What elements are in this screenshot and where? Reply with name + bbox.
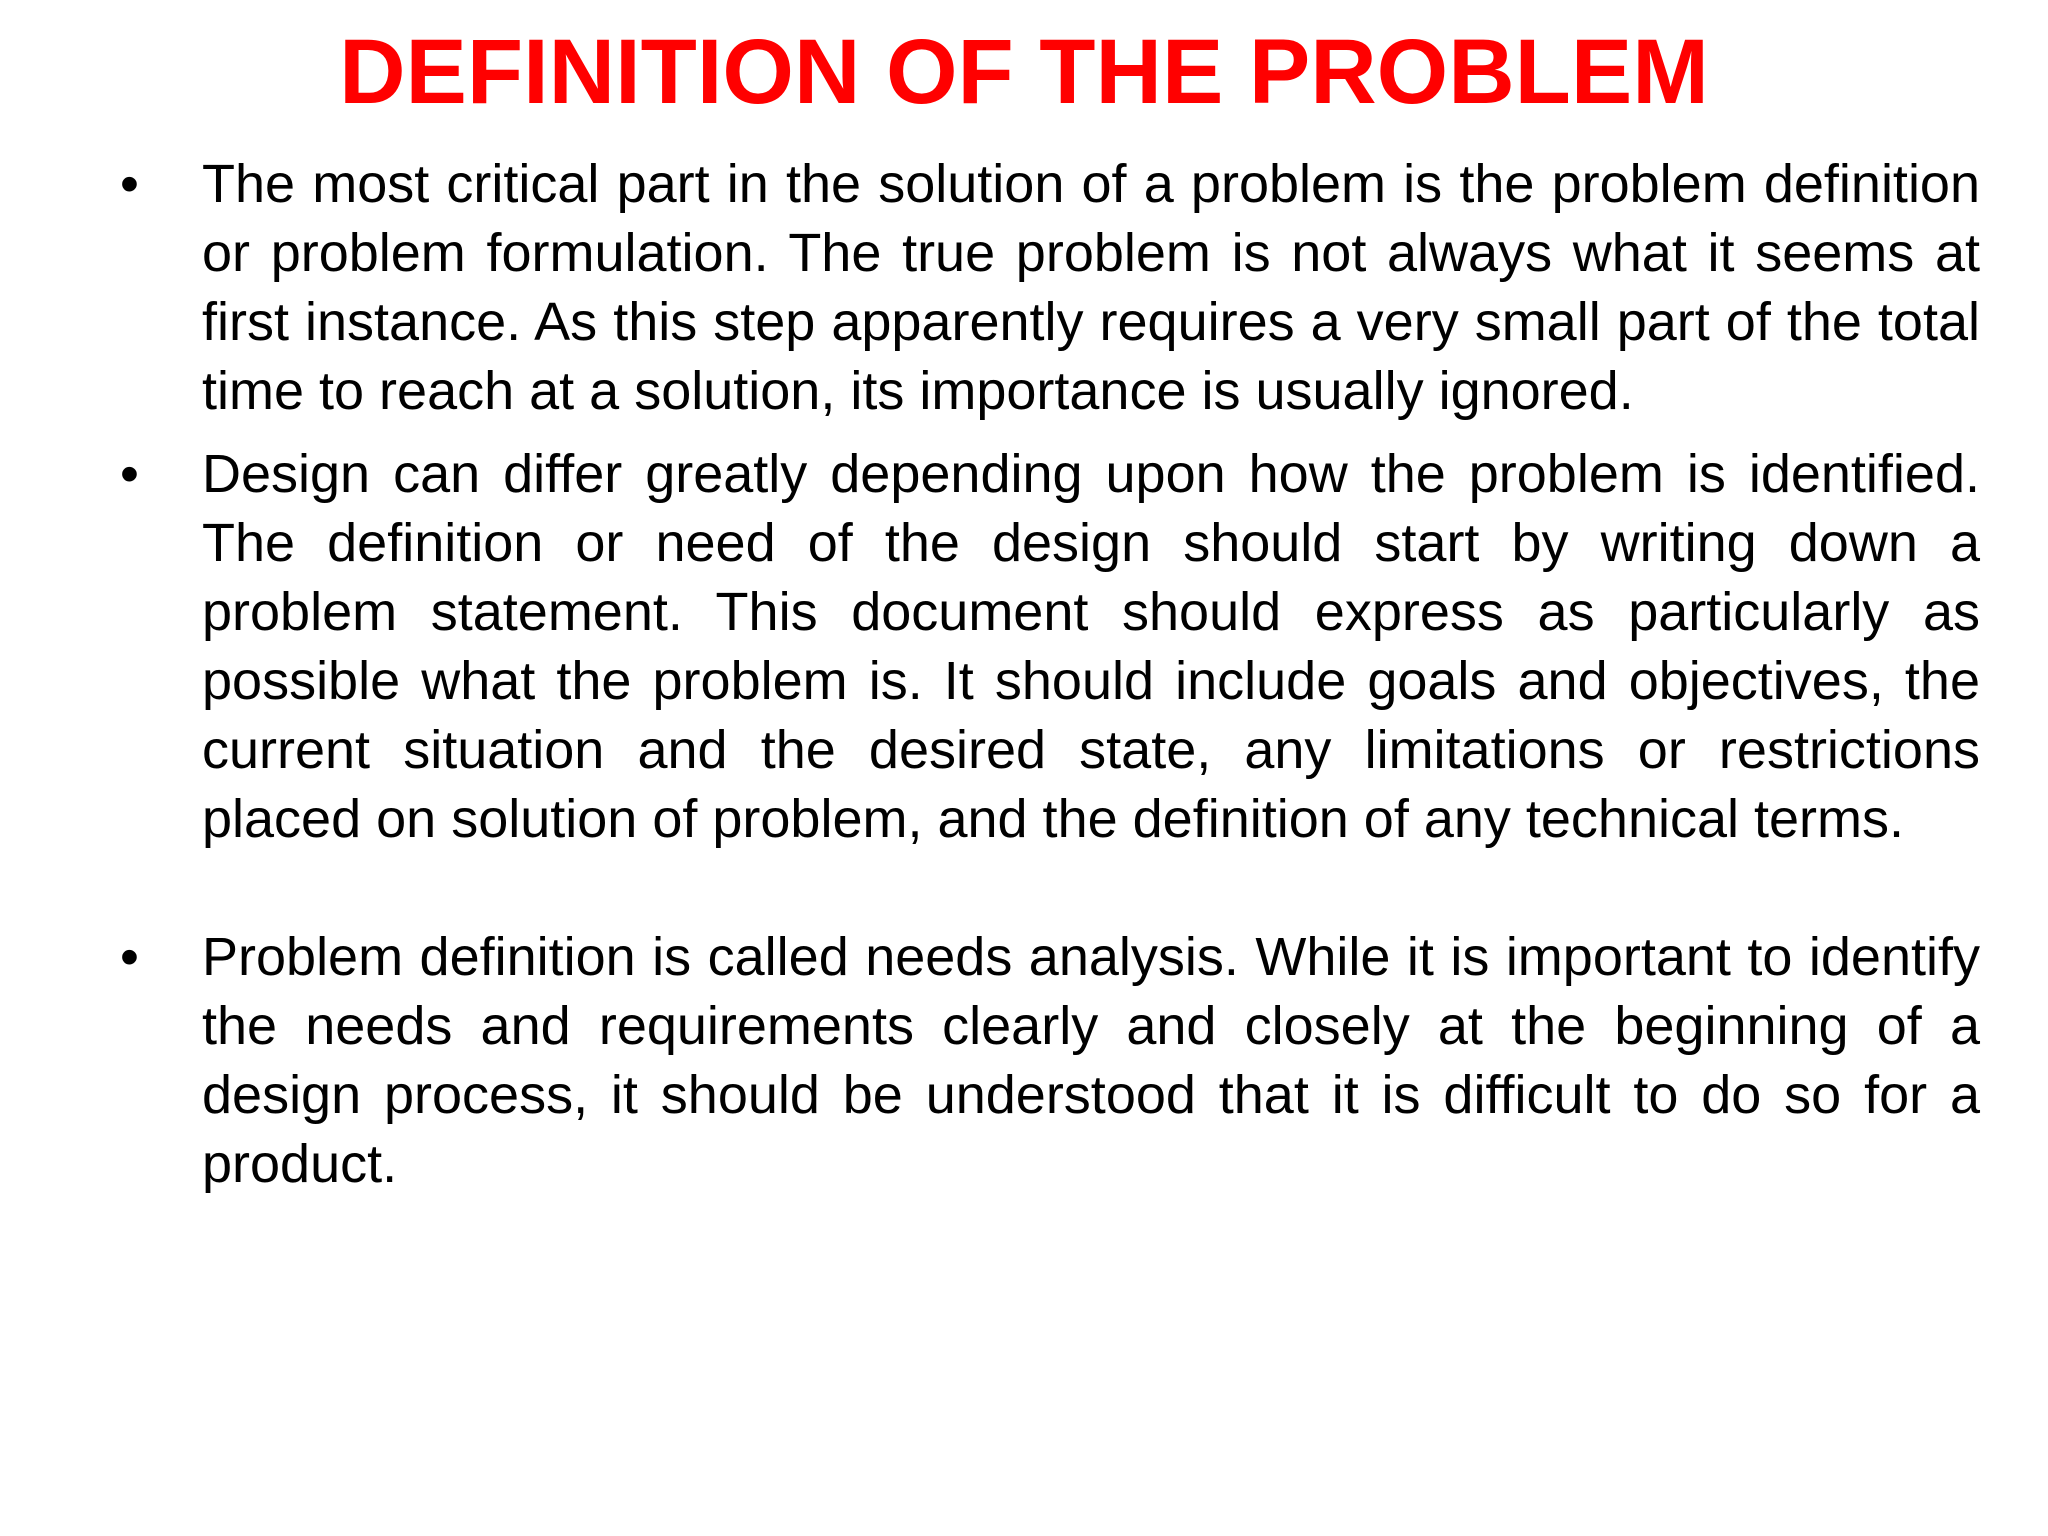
slide-title: DEFINITION OF THE PROBLEM [339,21,1709,123]
bullet-text: Problem definition is called needs analysis. While it is important to identify the needs and requirements clearly and closely at the beginning of a design process, it should be understood that it is difficult to do so for a product. [202,927,1980,1194]
bullet-icon: • [120,444,139,504]
bullet-item [120,923,1980,1199]
bullet-icon: • [120,927,139,987]
bullet-list [120,150,1980,1199]
bullet-item [120,440,1980,854]
bullet-text: Design can differ greatly depending upon how the problem is identified. The definition or need of the design should start by writing down a problem statement. This document should express as particularly as possible what the problem is. It should include goals and objectives, the current situation and the desired state, any limitations or restrictions placed on solution of problem, and the definition of any technical terms. [202,444,1980,849]
bullet-text: The most critical part in the solution of a problem is the problem definition or problem formulation. The true problem is not always what it seems at first instance. As this step apparently requires a very small part of the total time to reach at a solution, its importance is usually ignored. [202,154,1980,421]
bullet-item [120,150,1980,426]
bullet-icon: • [120,154,139,214]
